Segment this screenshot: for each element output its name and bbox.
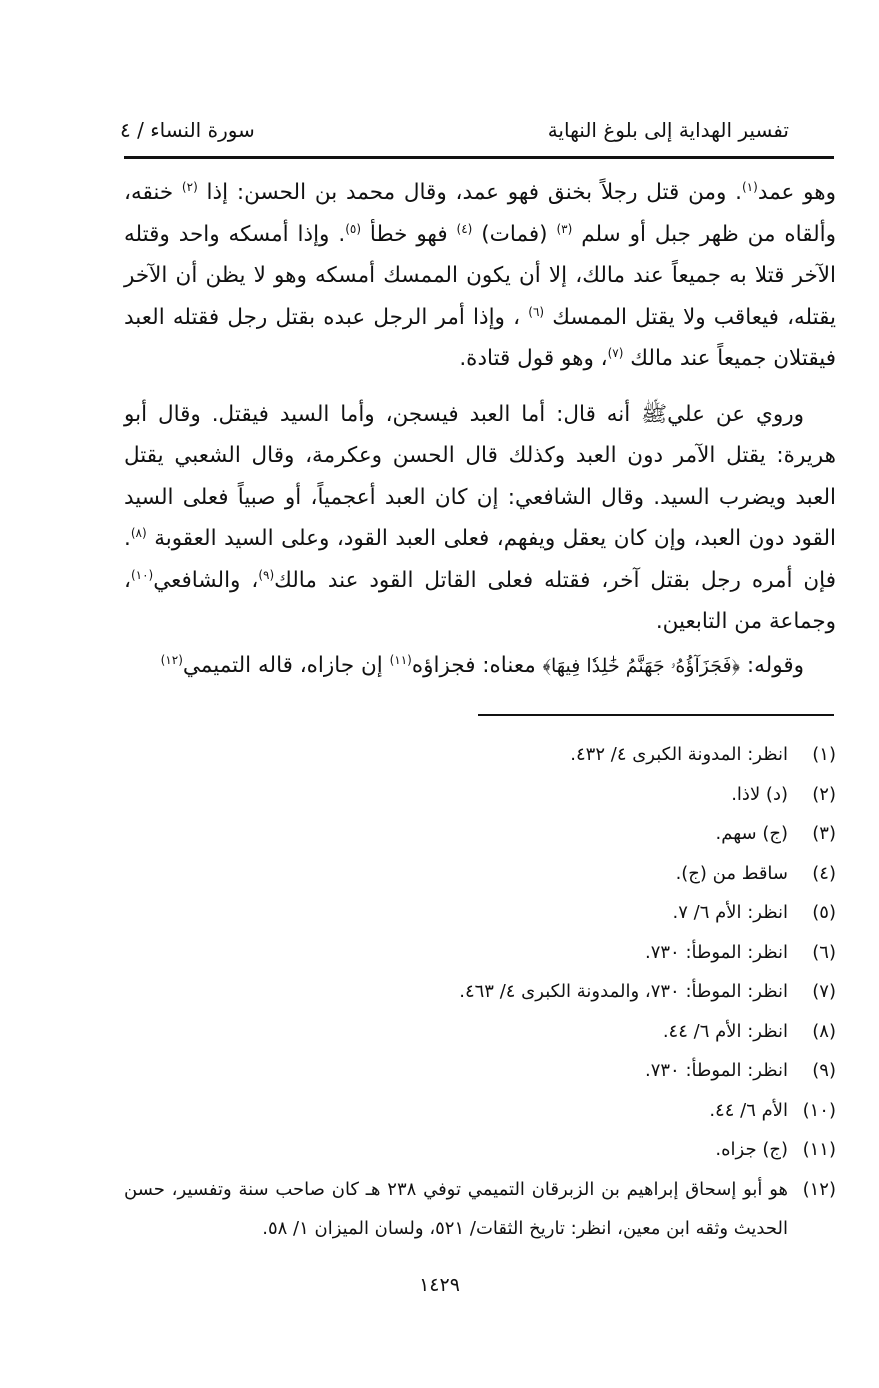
main-text (124, 172, 836, 687)
footnote-number: (٢) (812, 783, 836, 805)
footnote-item (124, 1130, 836, 1170)
footnotes-list (124, 735, 836, 1248)
text-span: خنقه، وألقاه من ظهر جبل أو سلم (124, 180, 836, 247)
footnote-item (124, 735, 836, 775)
footnote-ref: (٧) (607, 345, 624, 360)
salutation-glyph: ﷺ (641, 401, 668, 427)
text-span: إن جازاه، قاله التميمي (182, 652, 390, 678)
page-number: ١٤٢٩ (419, 1274, 460, 1296)
footnote-ref: (٥) (345, 221, 362, 236)
header-divider (124, 156, 834, 159)
text-span: ، والشافعي (153, 567, 259, 593)
footnote-ref: (٩) (258, 567, 275, 582)
footnote-text: ساقط من (ج). (675, 862, 788, 884)
footnote-item (124, 814, 836, 854)
text-span: وقوله: (740, 652, 804, 678)
page-header (120, 118, 789, 158)
text-span: معناه: فجزاؤه (411, 652, 543, 678)
book-title: تفسير الهداية إلى بلوغ النهاية (547, 118, 789, 142)
text-span: وهو عمد (757, 180, 836, 205)
footnote-item (124, 1051, 836, 1091)
text-span: ، وهو قول قتادة. (459, 346, 608, 371)
footnote-number: (٨) (812, 1020, 836, 1042)
footnote-item (124, 1170, 836, 1248)
footnote-divider (478, 714, 834, 716)
footnote-ref: (٢) (181, 179, 198, 194)
footnote-text: انظر: الموطأ: ٧٣٠. (644, 1060, 788, 1081)
footnote-number: (٤) (812, 862, 836, 884)
footnote-ref: (٣) (556, 221, 573, 236)
footnote-text: انظر: الموطأ: ٧٣٠، والمدونة الكبرى ٤/ ٤٦٣. (459, 981, 788, 1002)
text-span: . وإذا أمسكه واحد وقتله الآخر قتلا به جميعاً عند مالك، إلا أن يكون الممسك أمسكه وهو لا يظن أن الآخر يقتله، فيعاقب ولا يقتل الممسك (124, 221, 837, 330)
footnote-text: (ج) جزاه. (715, 1139, 788, 1160)
text-span: (فمات) (472, 221, 557, 247)
footnote-number: (١) (812, 744, 836, 765)
footnote-number: (١٢) (802, 1178, 836, 1200)
footnote-text: الأم ٦/ ٤٤. (709, 1099, 788, 1121)
footnote-text: هو أبو إسحاق إبراهيم بن الزبرقان التميمي توفي ٢٣٨ هـ كان صاحب سنة وتفسير، حسن الحديث وثقه ابن معين، انظر: تاريخ الثقات/ ٥٢١، ولسان الميزان ١/ ٥٨. (124, 1178, 788, 1239)
footnote-number: (٦) (812, 941, 836, 963)
text-span: . ومن قتل رجلاً بخنق فهو عمد، وقال محمد بن الحسن: إذا (197, 180, 742, 205)
footnote-number: (٧) (812, 981, 836, 1002)
footnote-item (124, 1012, 836, 1052)
footnote-ref: (١٠) (130, 567, 154, 582)
footnote-item (124, 933, 836, 973)
text-span: وروي عن علي (667, 401, 804, 427)
paragraph-3 (124, 645, 836, 688)
footnote-item (124, 972, 836, 1012)
footnote-ref: (٨) (130, 525, 147, 540)
footnote-text: انظر: الموطأ: ٧٣٠. (644, 941, 788, 963)
footnote-number: (١٠) (802, 1099, 836, 1121)
footnote-item (124, 775, 836, 815)
footnote-text: (ج) سهم. (715, 823, 788, 844)
surah-label: سورة النساء / ٤ (120, 118, 255, 142)
text-span: فهو خطأ (361, 221, 457, 247)
paragraph-1 (124, 172, 836, 380)
footnote-text: انظر: الأم ٦/ ٤٤. (662, 1020, 788, 1042)
footnote-number: (١١) (802, 1139, 836, 1160)
footnote-ref: (٦) (528, 304, 545, 319)
footnote-ref: (٤) (456, 221, 473, 236)
footnote-text: انظر: الأم ٦/ ٧. (672, 902, 788, 923)
text-span: ، وإذا أمر الرجل عبده بقتل رجل فقتله العبد فيقتلان جميعاً عند مالك (124, 304, 836, 371)
footnote-text: انظر: المدونة الكبرى ٤/ ٤٣٢. (570, 744, 788, 765)
paragraph-2 (124, 394, 836, 643)
footnote-number: (٣) (812, 823, 836, 844)
text-span: ، وجماعة من التابعين. (124, 567, 836, 634)
footnote-item (124, 854, 836, 894)
footnote-number: (٩) (812, 1060, 836, 1081)
footnote-ref: (١١) (389, 652, 412, 667)
footnote-ref: (١٢) (160, 652, 183, 667)
quran-verse: ﴿فَجَزَآؤُهُۥ جَهَنَّمُ خَٰلِدٗا فِيهَا﴾ (542, 654, 741, 677)
footnote-text: (د) لاذا. (731, 783, 788, 805)
footnote-item (124, 1091, 836, 1131)
text-span: أنه قال: أما العبد فيسجن، وأما السيد فيقتل. وقال أبو هريرة: يقتل الآمر دون العبد وكذلك قال الحسن وعكرمة، وقال الشعبي يقتل العبد ويضرب السيد. وقال الشافعي: إن كان العبد أعجمياً، أو صبياً فعلى السيد القود دون العبد، وإن كان يعقل ويفهم، فعلى العبد القود، وعلى السيد العقوبة (124, 401, 836, 551)
footnote-number: (٥) (812, 902, 836, 923)
text-span: . فإن أمره رجل بقتل آخر، فقتله فعلى القاتل القود عند مالك (124, 526, 837, 593)
footnote-ref: (١) (741, 179, 758, 194)
footnote-item (124, 893, 836, 933)
